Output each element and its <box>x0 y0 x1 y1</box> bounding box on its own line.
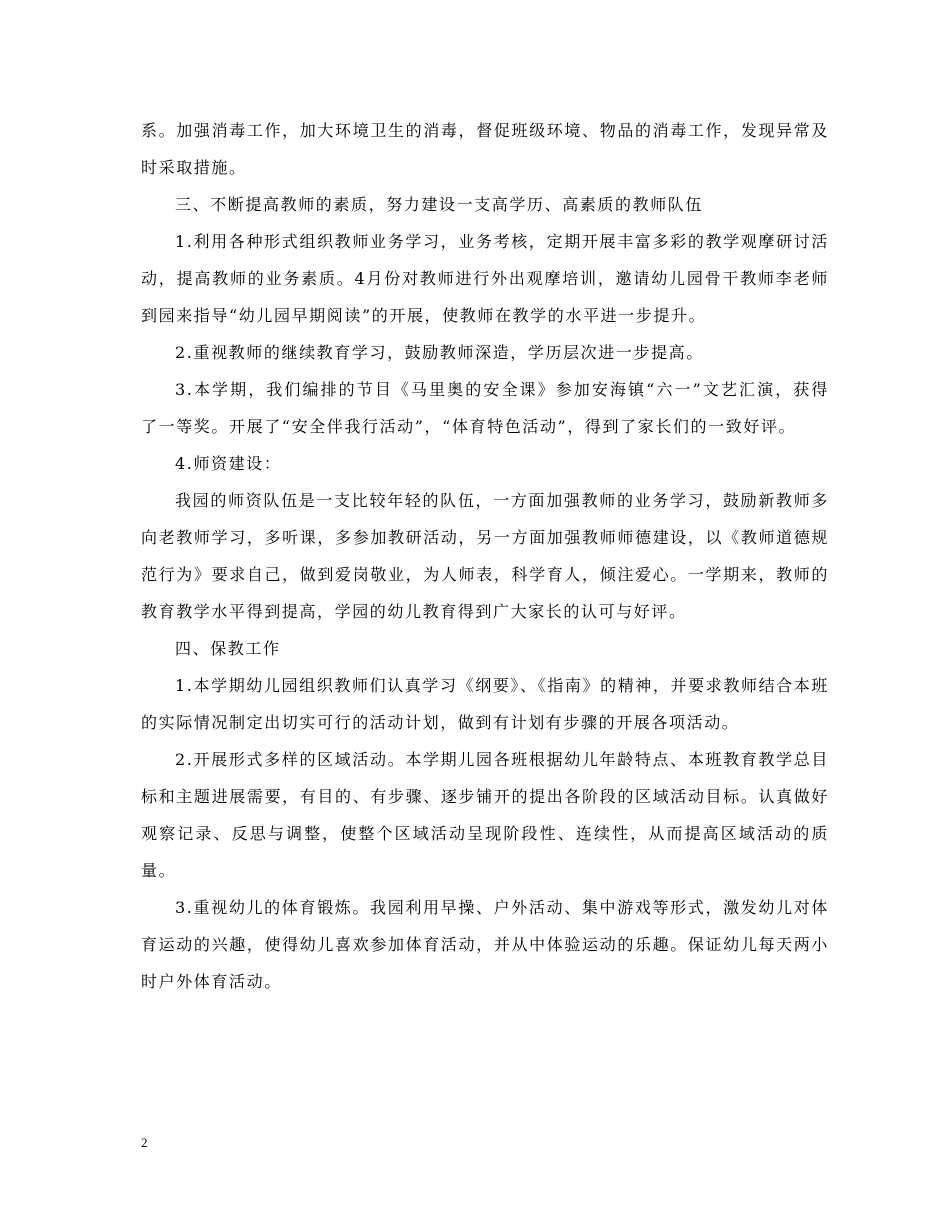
section-heading-4: 四、保教工作 <box>175 639 281 658</box>
paragraph: 2.开展形式多样的区域活动。本学期儿园各班根据幼儿年龄特点、本班教育教学总目标和主题进展需要，有目的、有步骤、逐步铺开的提出各阶段的区域活动目标。认真做好观察记录、反思与调整，使整个区域活动呈现阶段性、连续性，从而提高区域活动的质量。 <box>141 750 829 880</box>
paragraph: 我园的师资队伍是一支比较年轻的队伍，一方面加强教师的业务学习，鼓励新教师多向老教师学习，多听课，多参加教研活动，另一方面加强教师师德建设，以《教师道德规范行为》要求自己，做到爱岗敬业，为人师表，科学育人，倾注爱心。一学期来，教师的教育教学水平得到提高，学园的幼儿教育得到广大家长的认可与好评。 <box>141 491 829 621</box>
paragraph: 1.本学期幼儿园组织教师们认真学习《纲要》、《指南》的精神，并要求教师结合本班的实际情况制定出切实可行的活动计划，做到有计划有步骤的开展各项活动。 <box>141 676 829 732</box>
paragraph: 3.重视幼儿的体育锻炼。我园利用早操、户外活动、集中游戏等形式，激发幼儿对体育运动的兴趣，使得幼儿喜欢参加体育活动，并从中体验运动的乐趣。保证幼儿每天两小时户外体育活动。 <box>141 898 829 991</box>
page-content <box>141 112 829 1000</box>
page-number: 2 <box>141 1135 148 1150</box>
paragraph: 1.利用各种形式组织教师业务学习，业务考核，定期开展丰富多彩的教学观摩研讨活动，提高教师的业务素质。4月份对教师进行外出观摩培训，邀请幼儿园骨干教师李老师到园来指导“幼儿园早期阅读”的开展，使教师在教学的水平进一步提升。 <box>141 232 829 325</box>
sub-heading: 4.师资建设： <box>175 454 282 473</box>
paragraph-continuation: 系。加强消毒工作，加大环境卫生的消毒，督促班级环境、物品的消毒工作，发现异常及时采取措施。 <box>141 121 829 177</box>
paragraph: 3.本学期，我们编排的节目《马里奥的安全课》参加安海镇“六一”文艺汇演，获得了一等奖。开展了“安全伴我行活动”，“体育特色活动”，得到了家长们的一致好评。 <box>141 380 829 436</box>
section-heading-3: 三、不断提高教师的素质，努力建设一支高学历、高素质的教师队伍 <box>175 195 704 214</box>
paragraph: 2.重视教师的继续教育学习，鼓励教师深造，学历层次进一步提高。 <box>175 343 704 362</box>
